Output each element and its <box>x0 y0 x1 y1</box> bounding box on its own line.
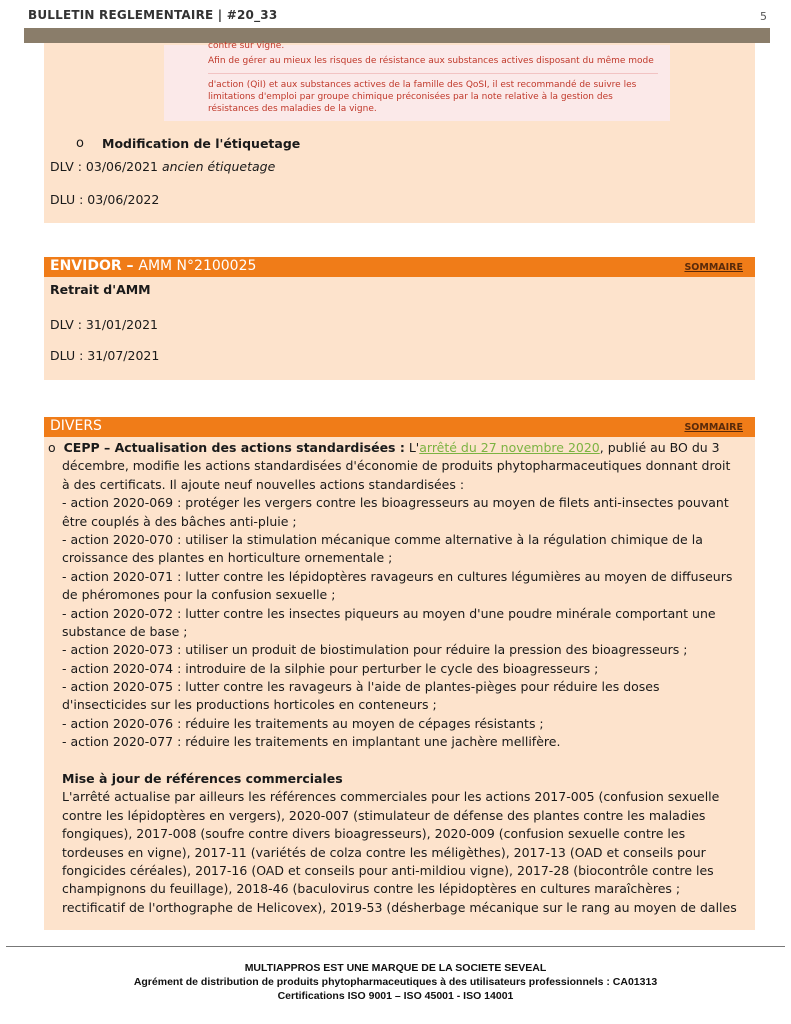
subtitle-labelling-change: Modification de l'étiquetage <box>102 136 301 151</box>
action-line: croissance des plantes en horticulture ornementale ; <box>62 550 393 566</box>
dlu-line: DLU : 31/07/2021 <box>50 348 160 363</box>
excerpt-line: contre sur vigne. <box>208 41 285 51</box>
body-line: rectificatif de l'orthographe de Helicovex), 2019-53 (désherbage mécanique sur le rang au moyen de dalles <box>62 899 737 915</box>
footer-agrement-line: Agrément de distribution de produits phytopharmaceutiques à des utilisateurs professionnels : CA01313 <box>133 976 658 988</box>
section-continuation-box <box>44 43 755 223</box>
excerpt-line: Afin de gérer au mieux les risques de résistance aux substances actives disposant du même mode <box>208 56 654 66</box>
bulletin-title: BULLETIN REGLEMENTAIRE | #20_33 <box>28 8 278 22</box>
dlv-note: ancien étiquetage <box>161 159 276 174</box>
body-line: champignons du feuillage), 2018-46 (baculovirus contre les lépidoptères en cultures maraîchères ; <box>62 881 681 897</box>
cepp-heading-line <box>48 439 752 457</box>
sommaire-link[interactable]: SOMMAIRE <box>684 422 743 433</box>
excerpt-divider <box>208 73 658 74</box>
action-line: - action 2020-077 : réduire les traitements en implantant une jachère mellifère. <box>62 734 561 750</box>
section-envidor-box <box>44 277 755 380</box>
cepp-title: CEPP – Actualisation des actions standardisées : <box>63 440 405 455</box>
product-name: ENVIDOR – <box>50 258 139 274</box>
action-line: être couplés à des bâches anti-pluie ; <box>62 513 297 529</box>
amm-number: AMM N°2100025 <box>138 258 257 274</box>
action-line: de phéromones pour la confusion sexuelle ; <box>62 587 336 603</box>
body-line: tordeuses en vigne), 2017-11 (variétés de colza contre les méligèthes), 2017-13 (OAD et conseils pour <box>62 844 706 860</box>
body-line: décembre, modifie les actions standardisées d'économie de produits phytopharmaceutiques donnant droit <box>62 458 731 474</box>
cepp-text: , publié au BO du 3 <box>599 440 720 455</box>
quoted-excerpt-image <box>164 41 670 121</box>
action-line: - action 2020-075 : lutter contre les ravageurs à l'aide de plantes-pièges pour réduire les doses <box>62 679 660 695</box>
dlv-value: DLV : 03/06/2021 <box>50 159 162 174</box>
body-line: fongiques), 2017-008 (soufre contre divers bioagresseurs), 2020-009 (confusion sexuelle contre les <box>62 826 686 842</box>
footer-brand-line: MULTIAPPROS EST UNE MARQUE DE LA SOCIETE SEVEAL <box>244 962 547 974</box>
list-bullet: o <box>48 440 56 455</box>
divers-body <box>48 439 752 917</box>
action-line: - action 2020-074 : introduire de la silphie pour perturber le cycle des bioagresseurs ; <box>62 660 599 676</box>
list-bullet: o <box>76 136 84 151</box>
section-title <box>50 258 256 274</box>
header-bar <box>24 28 770 43</box>
subtitle-withdrawal: Retrait d'AMM <box>50 282 151 297</box>
subtitle-commercial-references: Mise à jour de références commerciales <box>62 771 343 787</box>
dlu-line: DLU : 03/06/2022 <box>50 192 160 207</box>
dlv-line: DLV : 31/01/2021 <box>50 317 158 332</box>
page-number: 5 <box>760 10 767 23</box>
action-line: d'insecticides sur les productions horticoles en conteneurs ; <box>62 697 437 713</box>
action-line: - action 2020-072 : lutter contre les insectes piqueurs au moyen d'une poudre minérale comportant une <box>62 605 716 621</box>
action-line: - action 2020-071 : lutter contre les lépidoptères ravageurs en cultures légumières au moyen de diffuseurs <box>62 568 733 584</box>
action-line: - action 2020-073 : utiliser un produit de biostimulation pour réduire la pression des bioagresseurs ; <box>62 642 688 658</box>
body-line: fongicides céréales), 2017-16 (OAD et conseils pour anti-mildiou vigne), 2017-28 (biocontrôle contre les <box>62 862 714 878</box>
body-line: L'arrêté actualise par ailleurs les références commerciales pour les actions 2017-005 (confusion sexuelle <box>62 789 720 805</box>
action-line: substance de base ; <box>62 623 188 639</box>
footer-divider <box>6 946 785 947</box>
action-line: - action 2020-076 : réduire les traitements au moyen de cépages résistants ; <box>62 715 544 731</box>
section-divers-box <box>44 437 755 930</box>
action-line: - action 2020-069 : protéger les vergers contre les bioagresseurs au moyen de filets anti-insectes pouvant <box>62 495 729 511</box>
footer-certification-line: Certifications ISO 9001 – ISO 45001 - ISO 14001 <box>277 990 514 1002</box>
dlv-line <box>50 159 275 174</box>
excerpt-line: limitations d'emploi par groupe chimique préconisées par la note relative à la gestion des <box>208 92 613 102</box>
body-line: à des certificats. Il ajoute neuf nouvelles actions standardisées : <box>62 476 465 492</box>
excerpt-line: d'action (QiI) et aux substances actives de la famille des QoSI, il est recommandé de suivre les <box>208 80 637 90</box>
cepp-text: L' <box>404 440 420 455</box>
sommaire-link[interactable]: SOMMAIRE <box>684 262 743 273</box>
section-header-divers <box>44 417 755 437</box>
spacer <box>62 752 752 770</box>
excerpt-line: résistances des maladies de la vigne. <box>208 104 377 114</box>
body-line: contre les lépidoptères en vergers), 2020-007 (stimulateur de défense des plantes contre les maladies <box>62 807 706 823</box>
section-header-envidor <box>44 257 755 277</box>
section-title: DIVERS <box>50 418 102 434</box>
action-line: - action 2020-070 : utiliser la stimulation mécanique comme alternative à la régulation chimique de la <box>62 531 703 547</box>
arrete-link[interactable]: arrêté du 27 novembre 2020 <box>419 440 600 455</box>
